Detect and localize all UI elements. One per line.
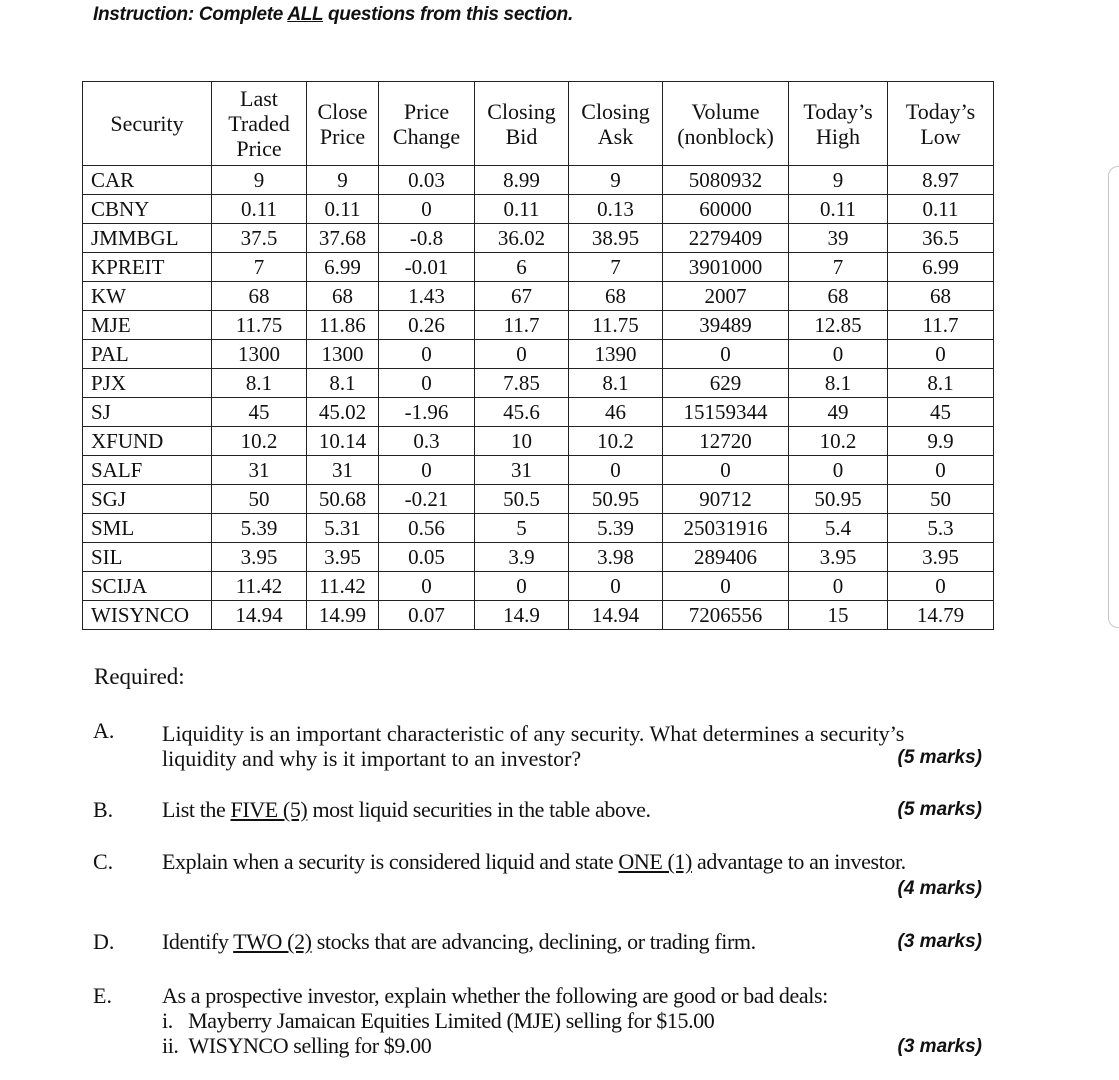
- table-row: [83, 427, 994, 456]
- table-cell: 90712: [663, 485, 789, 514]
- table-cell: 0: [888, 572, 994, 601]
- table-cell: 31: [307, 456, 379, 485]
- question-c-emphasis: ONE (1): [618, 849, 692, 874]
- table-cell: 3.95: [888, 543, 994, 572]
- security-name-cell: MJE: [83, 311, 212, 340]
- table-cell: 39489: [663, 311, 789, 340]
- column-header-text: Today’s: [803, 98, 873, 124]
- table-cell: -0.21: [379, 485, 475, 514]
- table-cell: 8.1: [789, 369, 888, 398]
- question-d-emphasis: TWO (2): [233, 929, 312, 954]
- table-cell: 45: [212, 398, 307, 427]
- table-cell: 68: [569, 282, 663, 311]
- table-row: [83, 311, 994, 340]
- security-name-cell: KW: [83, 282, 212, 311]
- table-cell: 0: [379, 572, 475, 601]
- table-cell: 31: [212, 456, 307, 485]
- table-cell: 11.42: [307, 572, 379, 601]
- question-e-item1: i. Mayberry Jamaican Equities Limited (MJE) selling for $15.00: [162, 1008, 715, 1033]
- table-cell: 1.43: [379, 282, 475, 311]
- table-cell: 10: [475, 427, 569, 456]
- table-cell: 49: [789, 398, 888, 427]
- table-cell: 67: [475, 282, 569, 311]
- question-d-letter: D.: [93, 929, 115, 954]
- question-d-pre: Identify: [162, 929, 234, 954]
- table-cell: 0: [663, 456, 789, 485]
- instruction-line: [93, 4, 573, 26]
- question-e-letter: E.: [93, 983, 112, 1008]
- table-cell: 0.56: [379, 514, 475, 543]
- table-cell: 0.05: [379, 543, 475, 572]
- question-c-post: advantage to an investor.: [691, 849, 906, 874]
- security-name-cell: SIL: [83, 543, 212, 572]
- table-cell: 1390: [569, 340, 663, 369]
- table-cell: 3901000: [663, 253, 789, 282]
- table-cell: 6: [475, 253, 569, 282]
- table-cell: 14.9: [475, 601, 569, 630]
- table-cell: -0.01: [379, 253, 475, 282]
- table-cell: 0: [789, 340, 888, 369]
- table-cell: 5.4: [789, 514, 888, 543]
- table-cell: 11.42: [212, 572, 307, 601]
- table-cell: -1.96: [379, 398, 475, 427]
- table-row: [83, 456, 994, 485]
- column-header-2: [307, 82, 379, 166]
- security-name-cell: PAL: [83, 340, 212, 369]
- table-cell: 7: [569, 253, 663, 282]
- table-cell: 31: [475, 456, 569, 485]
- table-row: [83, 514, 994, 543]
- table-cell: 68: [789, 282, 888, 311]
- column-header-3: [379, 82, 475, 166]
- table-cell: 0.03: [379, 166, 475, 195]
- table-row: [83, 340, 994, 369]
- table-header-row: [83, 82, 994, 166]
- security-name-cell: JMMBGL: [83, 224, 212, 253]
- table-row: [83, 369, 994, 398]
- table-cell: 50.95: [569, 485, 663, 514]
- table-cell: 50.68: [307, 485, 379, 514]
- table-cell: 0.11: [212, 195, 307, 224]
- question-a-line1: Liquidity is an important characteristic of any security. What determines a security’s: [162, 721, 905, 746]
- question-c-letter: C.: [93, 849, 114, 874]
- table-cell: 11.86: [307, 311, 379, 340]
- securities-table: [82, 81, 994, 630]
- security-name-cell: WISYNCO: [83, 601, 212, 630]
- column-header-text: Closing: [487, 98, 556, 124]
- column-header-text: Volume: [691, 98, 760, 124]
- table-cell: 5080932: [663, 166, 789, 195]
- table-cell: 7.85: [475, 369, 569, 398]
- security-name-cell: CAR: [83, 166, 212, 195]
- table-cell: 3.95: [307, 543, 379, 572]
- table-cell: 7206556: [663, 601, 789, 630]
- table-cell: 0: [888, 340, 994, 369]
- question-b-marks: (5 marks): [897, 799, 982, 820]
- question-e-line1: As a prospective investor, explain whether the following are good or bad deals:: [162, 983, 828, 1008]
- table-cell: 60000: [663, 195, 789, 224]
- table-cell: 0.07: [379, 601, 475, 630]
- question-b-emphasis: FIVE (5): [230, 797, 308, 822]
- column-header-text: Change: [392, 123, 461, 149]
- table-cell: 0: [569, 456, 663, 485]
- security-name-cell: XFUND: [83, 427, 212, 456]
- table-cell: 3.9: [475, 543, 569, 572]
- table-cell: 0.13: [569, 195, 663, 224]
- table-row: [83, 166, 994, 195]
- table-cell: 6.99: [888, 253, 994, 282]
- table-row: [83, 253, 994, 282]
- table-row: [83, 398, 994, 427]
- security-name-cell: KPREIT: [83, 253, 212, 282]
- table-cell: 46: [569, 398, 663, 427]
- security-name-cell: SALF: [83, 456, 212, 485]
- question-b-letter: B.: [93, 797, 114, 822]
- table-cell: 12720: [663, 427, 789, 456]
- instruction-suffix: questions from this section.: [323, 4, 573, 25]
- table-cell: 50.5: [475, 485, 569, 514]
- table-cell: 0: [475, 572, 569, 601]
- table-cell: 3.95: [789, 543, 888, 572]
- table-cell: 1300: [307, 340, 379, 369]
- table-cell: 8.1: [307, 369, 379, 398]
- column-header-6: [663, 82, 789, 166]
- table-cell: 5.31: [307, 514, 379, 543]
- security-name-cell: PJX: [83, 369, 212, 398]
- table-cell: 289406: [663, 543, 789, 572]
- table-cell: 50: [212, 485, 307, 514]
- table-cell: 10.14: [307, 427, 379, 456]
- table-cell: 8.97: [888, 166, 994, 195]
- question-a-marks: (5 marks): [897, 747, 982, 768]
- table-cell: 11.7: [475, 311, 569, 340]
- column-header-text: Close: [317, 98, 368, 124]
- table-cell: 68: [307, 282, 379, 311]
- column-header-text: Last: [240, 86, 278, 111]
- table-cell: 36.02: [475, 224, 569, 253]
- table-cell: 39: [789, 224, 888, 253]
- table-row: [83, 601, 994, 630]
- table-cell: 14.79: [888, 601, 994, 630]
- table-cell: 10.2: [789, 427, 888, 456]
- table-cell: 15: [789, 601, 888, 630]
- security-name-cell: SCIJA: [83, 572, 212, 601]
- table-cell: 36.5: [888, 224, 994, 253]
- question-a-letter: A.: [93, 718, 115, 743]
- column-header-4: [475, 82, 569, 166]
- column-header-text: Ask: [597, 123, 634, 149]
- column-header-text: (nonblock): [677, 123, 774, 149]
- table-cell: 629: [663, 369, 789, 398]
- table-cell: 8.1: [569, 369, 663, 398]
- table-cell: 0: [379, 369, 475, 398]
- side-panel-edge[interactable]: [1108, 166, 1119, 628]
- table-cell: 11.7: [888, 311, 994, 340]
- table-cell: 7: [789, 253, 888, 282]
- table-cell: 0: [569, 572, 663, 601]
- table-cell: 0.11: [307, 195, 379, 224]
- instruction-emphasis: ALL: [287, 4, 324, 25]
- table-cell: 0: [475, 340, 569, 369]
- table-cell: 50: [888, 485, 994, 514]
- table-cell: 0.11: [789, 195, 888, 224]
- table-cell: 3.95: [212, 543, 307, 572]
- table-row: [83, 572, 994, 601]
- table-cell: 45.6: [475, 398, 569, 427]
- table-cell: 68: [888, 282, 994, 311]
- column-header-text: Low: [920, 123, 961, 149]
- table-cell: 50.95: [789, 485, 888, 514]
- table-cell: 37.68: [307, 224, 379, 253]
- table-cell: 9.9: [888, 427, 994, 456]
- table-cell: 15159344: [663, 398, 789, 427]
- table-cell: 38.95: [569, 224, 663, 253]
- table-cell: 5.39: [569, 514, 663, 543]
- table-cell: 11.75: [212, 311, 307, 340]
- table-cell: 0.3: [379, 427, 475, 456]
- table-cell: 11.75: [569, 311, 663, 340]
- table-cell: 2007: [663, 282, 789, 311]
- table-cell: 0: [888, 456, 994, 485]
- table-cell: 5.39: [212, 514, 307, 543]
- table-cell: 0: [379, 340, 475, 369]
- table-row: [83, 224, 994, 253]
- question-e-item2: ii. WISYNCO selling for $9.00: [162, 1033, 432, 1058]
- table-cell: 7: [212, 253, 307, 282]
- column-header-text: High: [816, 123, 860, 149]
- table-cell: 14.94: [569, 601, 663, 630]
- table-cell: 2279409: [663, 224, 789, 253]
- table-row: [83, 282, 994, 311]
- table-cell: 9: [212, 166, 307, 195]
- table-cell: 68: [212, 282, 307, 311]
- question-e-marks: (3 marks): [897, 1036, 982, 1057]
- table-cell: 8.1: [212, 369, 307, 398]
- table-cell: 0: [663, 572, 789, 601]
- instruction-prefix: Instruction: Complete: [93, 4, 288, 25]
- table-cell: 10.2: [569, 427, 663, 456]
- column-header-text: Price: [236, 136, 282, 161]
- column-header-1: [212, 82, 307, 166]
- table-cell: 0.11: [888, 195, 994, 224]
- table-cell: 9: [789, 166, 888, 195]
- question-c-marks: (4 marks): [897, 878, 982, 899]
- table-cell: 9: [569, 166, 663, 195]
- question-d-post: stocks that are advancing, declining, or trading firm.: [311, 929, 756, 954]
- question-b-post: most liquid securities in the table above.: [307, 797, 651, 822]
- required-label: Required:: [94, 664, 185, 689]
- table-cell: 0: [379, 195, 475, 224]
- table-cell: 5: [475, 514, 569, 543]
- question-a-line2: liquidity and why is it important to an investor?: [162, 746, 582, 771]
- column-header-text: Price: [403, 98, 450, 124]
- table-cell: 0: [663, 340, 789, 369]
- table-row: [83, 195, 994, 224]
- table-row: [83, 543, 994, 572]
- question-b-pre: List the: [162, 797, 231, 822]
- table-cell: 45: [888, 398, 994, 427]
- table-cell: 37.5: [212, 224, 307, 253]
- security-name-cell: SGJ: [83, 485, 212, 514]
- column-header-7: [789, 82, 888, 166]
- security-name-cell: CBNY: [83, 195, 212, 224]
- table-cell: 0: [789, 456, 888, 485]
- table-cell: 0: [379, 456, 475, 485]
- column-header-0: [83, 82, 212, 166]
- security-name-cell: SJ: [83, 398, 212, 427]
- table-cell: 9: [307, 166, 379, 195]
- column-header-text: Closing: [581, 98, 650, 124]
- table-cell: 6.99: [307, 253, 379, 282]
- table-cell: 8.1: [888, 369, 994, 398]
- column-header-5: [569, 82, 663, 166]
- table-cell: 1300: [212, 340, 307, 369]
- column-header-text: Today’s: [905, 98, 976, 124]
- table-cell: 0.26: [379, 311, 475, 340]
- table-cell: 8.99: [475, 166, 569, 195]
- column-header-text: Price: [319, 123, 366, 149]
- table-row: [83, 485, 994, 514]
- table-cell: -0.8: [379, 224, 475, 253]
- table-cell: 3.98: [569, 543, 663, 572]
- table-cell: 5.3: [888, 514, 994, 543]
- column-header-text: Bid: [505, 123, 538, 149]
- column-header-8: [888, 82, 994, 166]
- column-header-text: Security: [110, 111, 184, 136]
- table-cell: 0.11: [475, 195, 569, 224]
- table-cell: 10.2: [212, 427, 307, 456]
- question-c-pre: Explain when a security is considered liquid and state: [162, 849, 619, 874]
- security-name-cell: SML: [83, 514, 212, 543]
- table-cell: 0: [789, 572, 888, 601]
- column-header-text: Traded: [228, 111, 290, 136]
- table-body: [83, 166, 994, 630]
- table-cell: 14.99: [307, 601, 379, 630]
- table-cell: 25031916: [663, 514, 789, 543]
- table-cell: 12.85: [789, 311, 888, 340]
- question-d-marks: (3 marks): [897, 931, 982, 952]
- table-cell: 14.94: [212, 601, 307, 630]
- table-cell: 45.02: [307, 398, 379, 427]
